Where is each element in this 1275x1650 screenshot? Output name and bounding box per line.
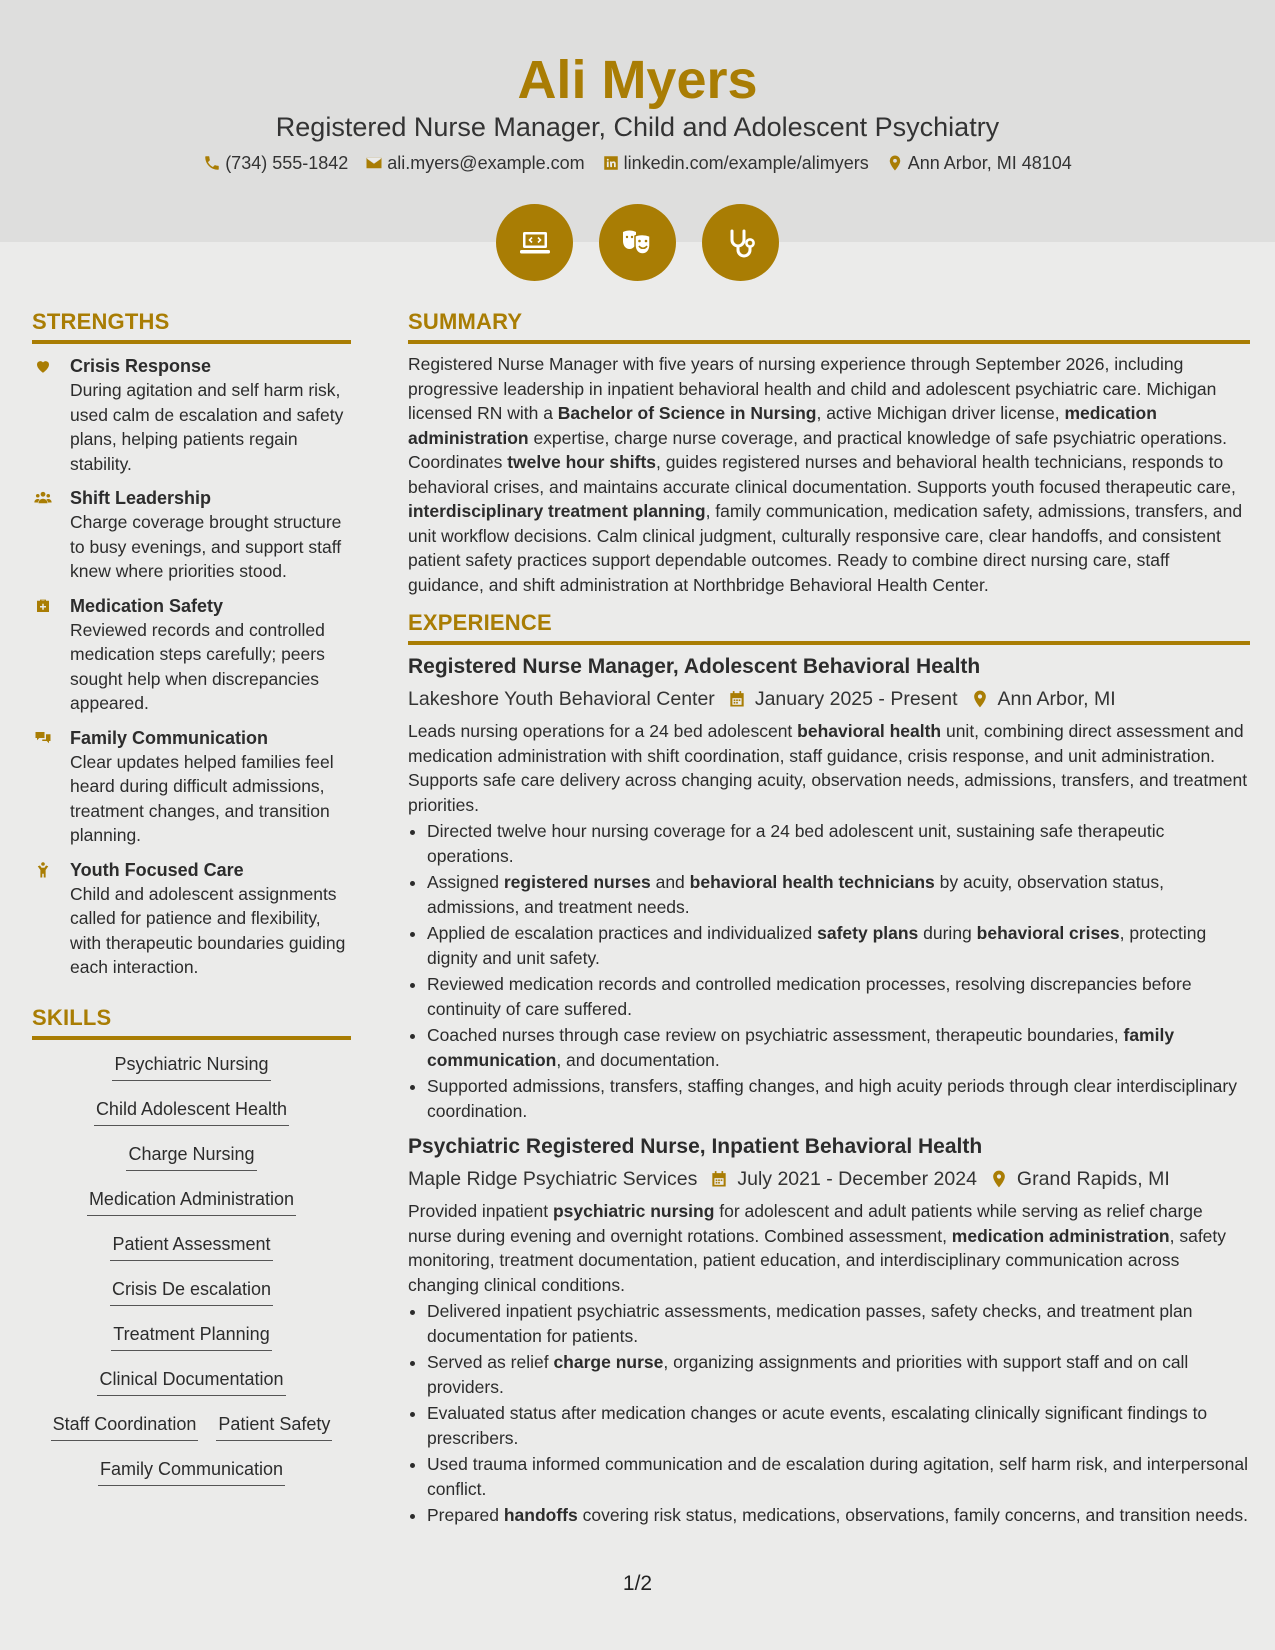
skill-row (32, 1412, 351, 1457)
strength-icon-wrap (32, 354, 70, 476)
job-bullet (427, 1074, 1250, 1123)
strength-name: Medication Safety (70, 595, 224, 616)
job-dates: January 2025 - Present (754, 688, 958, 710)
job-dates: July 2021 - December 2024 (737, 1168, 977, 1190)
strength-description: Reviewed records and controlled medication steps carefully; peers sought help when discrepancies appeared. (70, 619, 325, 713)
job-bullet (427, 1503, 1250, 1528)
text-run: Coached nurses through case review on psychiatric assessment, therapeutic boundaries, (427, 1025, 1124, 1045)
job-title: Registered Nurse Manager, Adolescent Behavioral Health (408, 655, 981, 678)
laptop-code-icon (515, 223, 555, 263)
email-text: ali.myers@example.com (387, 153, 585, 173)
text-run: , active Michigan driver license, (816, 403, 1065, 423)
skill-row (32, 1052, 351, 1097)
heart-icon (32, 357, 54, 375)
text-run: for adolescent and adult patients while serving as relief charge nurse during evening and overnight rotations. Combined assessment, (408, 1201, 1203, 1246)
candidate-name: Ali Myers (517, 50, 758, 110)
company-name: Maple Ridge Psychiatric Services (408, 1168, 698, 1190)
strength-description: Clear updates helped families feel heard during difficult admissions, treatment changes, and transition planning. (70, 751, 334, 845)
skill-row (32, 1277, 351, 1322)
bold-phrase: behavioral health (797, 721, 942, 741)
text-run: Supported admissions, transfers, staffing changes, and high acuity periods through clear interdisciplinary coordination. (427, 1076, 1237, 1121)
linkedin-icon (602, 154, 620, 172)
text-run: Evaluated status after medication changes or acute events, escalating clinically significant findings to prescribers. (427, 1403, 1208, 1448)
job-meta (408, 1165, 1250, 1193)
job-bullets (408, 819, 1250, 1123)
job-bullet (427, 921, 1250, 970)
text-run: expertise, charge nurse coverage, and practical knowledge of safe psychiatric operations. Coordinates (408, 427, 1228, 472)
map-marker-icon (886, 154, 904, 172)
skill-row (32, 1322, 351, 1367)
calendar-icon (727, 689, 747, 709)
strength-text (70, 858, 351, 980)
strength-item (32, 354, 351, 476)
location-text: Ann Arbor, MI 48104 (907, 153, 1072, 173)
users-icon (32, 489, 54, 507)
bold-phrase: behavioral health technicians (689, 872, 935, 892)
text-run: , safety monitoring, treatment documentation, patient education, and interdisciplinary communication across changing clinical conditions. (408, 1225, 1227, 1295)
strengths-heading: STRENGTHS (32, 308, 351, 344)
skill-row (32, 1232, 351, 1277)
left-column (32, 308, 351, 1502)
bold-phrase: handoffs (503, 1505, 578, 1525)
strength-name: Shift Leadership (70, 488, 212, 508)
job-entry (408, 1133, 1250, 1528)
theater-masks-icon (618, 223, 658, 263)
page-number: 1/2 (622, 1572, 653, 1595)
skill-tag: Crisis De escalation (110, 1277, 273, 1306)
text-run: Assigned (427, 872, 504, 892)
job-description (408, 719, 1250, 817)
bold-phrase: twelve hour shifts (507, 452, 657, 472)
badge-masks (599, 204, 676, 281)
job-location: Grand Rapids, MI (1016, 1168, 1170, 1190)
text-run: Delivered inpatient psychiatric assessments, medication passes, safety checks, and treatment plan documentation for patients. (427, 1301, 1193, 1346)
skill-row (32, 1187, 351, 1232)
strength-description: During agitation and self harm risk, used calm de escalation and safety plans, helping patients regain stability. (70, 380, 344, 474)
badge-row (0, 204, 1275, 281)
text-run: , family communication, medication safety, admissions, transfers, and unit workflow decisions. Calm clinical judgment, culturally responsive care, clear handoffs, and consistent patient safety practices support dependable outcomes. Ready to combine direct nursing care, staff guidance, and shift administration at Northbridge Behavioral Health Center. (408, 501, 1243, 595)
text-run: by acuity, observation status, admissions, and treatment needs. (427, 872, 1164, 917)
skill-tag: Clinical Documentation (97, 1367, 285, 1396)
text-run: and (650, 872, 690, 892)
text-run: Reviewed medication records and controlled medication processes, resolving discrepancies before continuity of care suffered. (427, 974, 1192, 1019)
text-run: Provided inpatient (408, 1201, 553, 1221)
contact-location (886, 151, 1072, 175)
map-marker-icon (989, 1169, 1009, 1189)
bold-phrase: safety plans (817, 923, 919, 943)
envelope-icon (365, 154, 383, 172)
text-run: Served as relief (427, 1352, 554, 1372)
bold-phrase: Bachelor of Science in Nursing (557, 403, 817, 423)
bold-phrase: medication administration (951, 1225, 1170, 1246)
contact-linkedin[interactable] (602, 151, 869, 175)
experience-heading: EXPERIENCE (408, 609, 1250, 645)
stethoscope-icon (721, 223, 761, 263)
company-name: Lakeshore Youth Behavioral Center (408, 688, 715, 710)
skill-row (32, 1097, 351, 1142)
right-column (408, 308, 1250, 1528)
strength-icon-wrap (32, 726, 70, 848)
bold-phrase: medication administration (408, 403, 1157, 448)
job-bullets (408, 1299, 1250, 1528)
experience-list (408, 653, 1250, 1528)
text-run: Registered Nurse Manager with five years of nursing experience through September 2026, including progressive leadership in inpatient behavioral health and child and adolescent psychiatric care. Michigan licensed RN with a (408, 354, 1217, 423)
summary-heading: SUMMARY (408, 308, 1250, 344)
skill-tag: Family Communication (98, 1457, 285, 1486)
strength-text (70, 354, 351, 476)
bold-phrase: behavioral crises (976, 923, 1120, 943)
skill-row (32, 1457, 351, 1502)
skill-tag: Child Adolescent Health (94, 1097, 289, 1126)
contact-email[interactable] (365, 151, 584, 175)
calendar-icon (709, 1169, 729, 1189)
job-bullet (427, 1023, 1250, 1072)
bold-phrase: registered nurses (503, 872, 651, 892)
contact-bar (0, 151, 1275, 175)
job-meta (408, 685, 1250, 713)
bold-phrase: family communication (427, 1025, 1175, 1070)
candidate-title: Registered Nurse Manager, Child and Adolescent Psychiatry (275, 112, 1000, 142)
strengths-list (32, 354, 351, 980)
bold-phrase: charge nurse (553, 1352, 664, 1372)
badge-stethoscope (702, 204, 779, 281)
comments-icon (32, 729, 54, 747)
skill-tag: Patient Assessment (110, 1232, 272, 1261)
text-run: , and documentation. (556, 1049, 720, 1070)
skill-tag: Patient Safety (216, 1412, 332, 1441)
strength-text (70, 486, 351, 584)
summary-text (408, 352, 1250, 597)
text-run: unit, combining direct assessment and medication administration with shift coordination, staff guidance, crisis response, and unit administration. Supports safe care delivery across changing acuity, observation needs, admissions, transfers, and treatment priorities. (408, 721, 1248, 815)
strength-name: Crisis Response (70, 356, 212, 376)
job-bullet (427, 1452, 1250, 1501)
linkedin-text: linkedin.com/example/alimyers (623, 153, 869, 173)
skill-tag: Psychiatric Nursing (112, 1052, 270, 1081)
badge-laptop (496, 204, 573, 281)
contact-phone[interactable] (203, 151, 348, 175)
strength-description: Child and adolescent assignments called for patience and flexibility, with therapeutic boundaries guiding each interaction. (70, 883, 346, 977)
text-run: during (918, 923, 977, 943)
text-run: Leads nursing operations for a 24 bed adolescent (408, 721, 798, 741)
skill-tag: Treatment Planning (111, 1322, 271, 1351)
text-run: covering risk status, medications, observations, family concerns, and transition needs. (577, 1505, 1248, 1525)
skill-tag: Staff Coordination (51, 1412, 199, 1441)
text-run: Used trauma informed communication and de escalation during agitation, self harm risk, and interpersonal conflict. (427, 1454, 1248, 1499)
strength-text (70, 594, 351, 716)
text-run: Prepared (427, 1505, 504, 1525)
medkit-icon (32, 597, 54, 615)
strength-description: Charge coverage brought structure to busy evenings, and support staff knew where priorities stood. (70, 512, 342, 581)
text-run: Directed twelve hour nursing coverage for a 24 bed adolescent unit, sustaining safe therapeutic operations. (427, 821, 1165, 866)
map-marker-icon (970, 689, 990, 709)
skill-row (32, 1367, 351, 1412)
strength-name: Family Communication (70, 727, 269, 748)
text-run: Applied de escalation practices and individualized (427, 923, 818, 943)
job-location: Ann Arbor, MI (997, 688, 1116, 710)
bold-phrase: interdisciplinary treatment planning (408, 501, 706, 521)
job-description (408, 1199, 1250, 1297)
text-run: , guides registered nurses and behavioral health technicians, responds to behavioral crises, and maintains accurate clinical documentation. Supports youth focused therapeutic care, (408, 452, 1236, 497)
job-title: Psychiatric Registered Nurse, Inpatient Behavioral Health (408, 1135, 983, 1158)
skill-tag: Medication Administration (87, 1187, 296, 1216)
skills-list (32, 1052, 351, 1502)
bold-phrase: psychiatric nursing (552, 1201, 715, 1221)
skills-heading: SKILLS (32, 1004, 351, 1040)
job-bullet (427, 1299, 1250, 1348)
strength-item (32, 594, 351, 716)
job-entry (408, 653, 1250, 1123)
skill-tag: Charge Nursing (126, 1142, 256, 1171)
job-bullet (427, 1401, 1250, 1450)
child-icon (32, 861, 54, 879)
strength-icon-wrap (32, 486, 70, 584)
strength-item (32, 858, 351, 980)
phone-icon (203, 154, 221, 172)
strength-icon-wrap (32, 594, 70, 716)
text-run: , organizing assignments and priorities with support staff and on call providers. (427, 1352, 1189, 1397)
job-bullet (427, 870, 1250, 919)
strength-name: Youth Focused Care (70, 859, 244, 880)
job-bullet (427, 972, 1250, 1021)
strength-icon-wrap (32, 858, 70, 980)
text-run: , protecting dignity and unit safety. (427, 923, 1207, 968)
strength-item (32, 726, 351, 848)
phone-text: (734) 555-1842 (225, 153, 349, 173)
strength-text (70, 726, 351, 848)
skill-row (32, 1142, 351, 1187)
strength-item (32, 486, 351, 584)
job-bullet (427, 819, 1250, 868)
job-bullet (427, 1350, 1250, 1399)
